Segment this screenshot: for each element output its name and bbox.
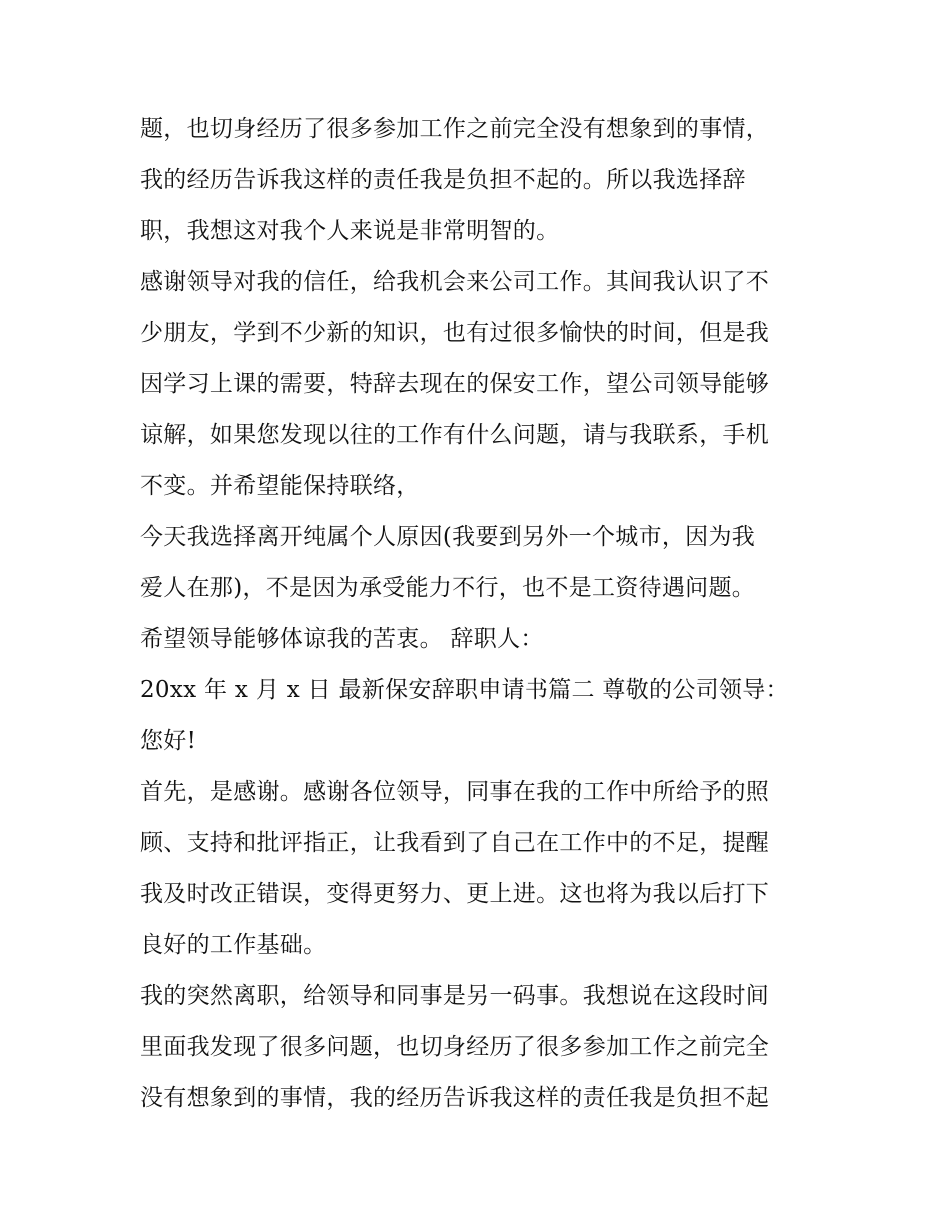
text-line: 谅解，如果您发现以往的工作有什么问题，请与我联系，手机: [140, 422, 770, 448]
text-line: 今天我选择离开纯属个人原因(我要到另外一个城市，因为我: [140, 524, 756, 550]
text-line: 爱人在那)，不是因为承受能力不行，也不是工资待遇问题。: [140, 575, 756, 601]
text-line: 您好!: [140, 728, 197, 754]
text-line: 题，也切身经历了很多参加工作之前完全没有想象到的事情，: [140, 116, 770, 142]
text-line: 没有想象到的事情，我的经历告诉我这样的责任我是负担不起: [140, 1085, 770, 1111]
text-line: 良好的工作基础。: [140, 932, 327, 958]
text-line: 我及时改正错误，变得更努力、更上进。这也将为我以后打下: [140, 881, 770, 907]
text-line: 我的突然离职，给领导和同事是另一码事。我想说在这段时间: [140, 983, 770, 1009]
document-body: [140, 104, 830, 1124]
text-line: 少朋友，学到不少新的知识，也有过很多愉快的时间，但是我: [140, 320, 770, 346]
text-line: 感谢领导对我的信任，给我机会来公司工作。其间我认识了不: [140, 269, 770, 295]
text-line: 不变。并希望能保持联络，: [140, 473, 420, 499]
text-line: 我的经历告诉我这样的责任我是负担不起的。所以我选择辞: [140, 167, 746, 193]
text-line: 顾、支持和批评指正，让我看到了自己在工作中的不足，提醒: [140, 830, 770, 856]
text-line: 因学习上课的需要，特辞去现在的保安工作，望公司领导能够: [140, 371, 770, 397]
text-line: 里面我发现了很多问题，也切身经历了很多参加工作之前完全: [140, 1034, 770, 1060]
text-line: 首先，是感谢。感谢各位领导，同事在我的工作中所给予的照: [140, 779, 770, 805]
text-line: 20xx 年 x 月 x 日 最新保安辞职申请书篇二 尊敬的公司领导：: [140, 677, 789, 703]
text-line: 希望领导能够体谅我的苦衷。 辞职人：: [140, 626, 544, 652]
text-line: 职，我想这对我个人来说是非常明智的。: [140, 218, 560, 244]
